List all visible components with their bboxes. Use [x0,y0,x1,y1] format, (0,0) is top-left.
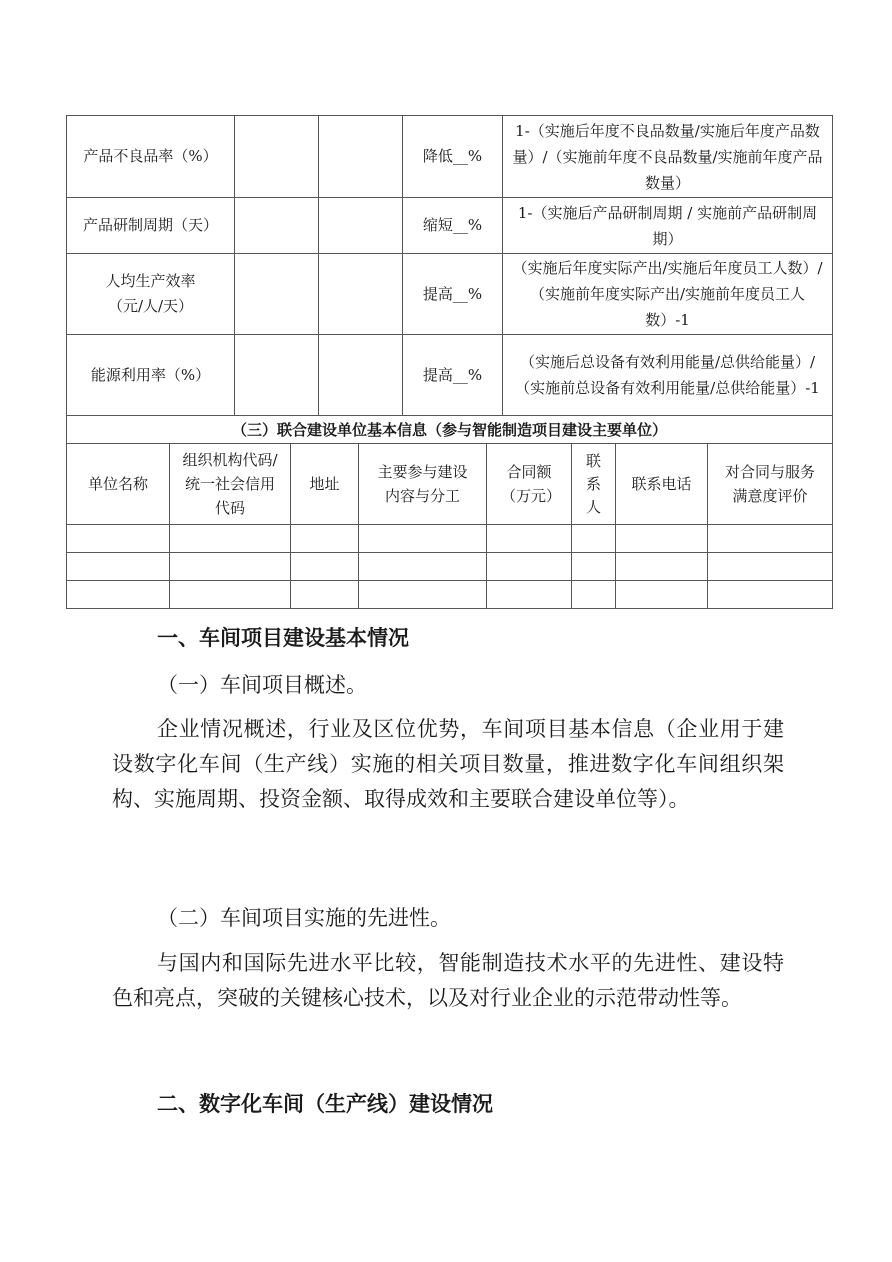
indicator-formula: 1-（实施后产品研制周期 / 实施前产品研制周期） [503,198,833,254]
empty-cell [291,525,359,553]
empty-cell [319,198,403,254]
indicator-target: 提高__% [403,254,503,335]
paragraph-2: 与国内和国际先进水平比较，智能制造技术水平的先进性、建设特色和亮点，突破的关键核心技术，以及对行业企业的示范带动性等。 [112,951,784,1010]
subsection-heading-1: （一）车间项目概述。 [157,673,367,697]
table-header-row [67,444,833,525]
indicator-table [66,115,833,444]
empty-cell [235,116,319,198]
empty-cell [359,581,487,609]
table-row [67,581,833,609]
paragraph-1: 企业情况概述，行业及区位优势，车间项目基本信息（企业用于建设数字化车间（生产线）实施的相关项目数量，推进数字化车间组织架构、实施周期、投资金额、取得成效和主要联合建设单位等）。 [112,717,784,811]
empty-cell [487,553,572,581]
empty-cell [572,581,616,609]
header-cell: 合同额（万元） [487,444,572,525]
empty-cell [235,335,319,416]
empty-cell [291,581,359,609]
table-row [67,335,833,416]
empty-cell [170,553,291,581]
header-cell: 单位名称 [67,444,170,525]
empty-cell [170,525,291,553]
indicator-formula: （实施后总设备有效利用能量/总供给能量）/（实施前总设备有效利用能量/总供给能量）-1 [503,335,833,416]
empty-cell [235,254,319,335]
empty-cell [170,581,291,609]
empty-cell [319,335,403,416]
empty-cell [319,116,403,198]
empty-cell [291,553,359,581]
indicator-target: 提高__% [403,335,503,416]
partner-table [66,443,833,609]
section-heading-2: 二、数字化车间（生产线）建设情况 [157,1091,493,1116]
empty-cell [572,553,616,581]
table-row [67,116,833,198]
indicator-formula: （实施后年度实际产出/实施后年度员工人数）/（实施前年度实际产出/实施前年度员工人数）-1 [503,254,833,335]
empty-cell [67,525,170,553]
header-cell: 地址 [291,444,359,525]
indicator-target: 降低__% [403,116,503,198]
table-row [67,553,833,581]
indicator-target: 缩短__% [403,198,503,254]
header-cell: 对合同与服务满意度评价 [708,444,833,525]
empty-cell [708,525,833,553]
empty-cell [359,525,487,553]
section-title: （三）联合建设单位基本信息（参与智能制造项目建设主要单位） [67,416,833,444]
section-title-row [67,416,833,444]
empty-cell [616,553,708,581]
indicator-name: 产品不良品率（%） [67,116,235,198]
empty-cell [67,581,170,609]
empty-cell [319,254,403,335]
header-cell: 主要参与建设内容与分工 [359,444,487,525]
header-cell: 组织机构代码/统一社会信用代码 [170,444,291,525]
empty-cell [616,581,708,609]
table-row [67,254,833,335]
header-cell: 联系人 [572,444,616,525]
empty-cell [616,525,708,553]
table-row [67,525,833,553]
empty-cell [572,525,616,553]
empty-cell [487,581,572,609]
empty-cell [708,581,833,609]
subsection-heading-2: （二）车间项目实施的先进性。 [157,906,451,930]
indicator-formula: 1-（实施后年度不良品数量/实施后年度产品数量）/（实施前年度不良品数量/实施前年度产品数量） [503,116,833,198]
header-cell: 联系电话 [616,444,708,525]
indicator-name: 人均生产效率（元/人/天） [67,254,235,335]
table-row [67,198,833,254]
empty-cell [359,553,487,581]
empty-cell [708,553,833,581]
empty-cell [487,525,572,553]
section-heading-1: 一、车间项目建设基本情况 [157,625,409,650]
empty-cell [235,198,319,254]
empty-cell [67,553,170,581]
indicator-name: 产品研制周期（天） [67,198,235,254]
indicator-name: 能源利用率（%） [67,335,235,416]
